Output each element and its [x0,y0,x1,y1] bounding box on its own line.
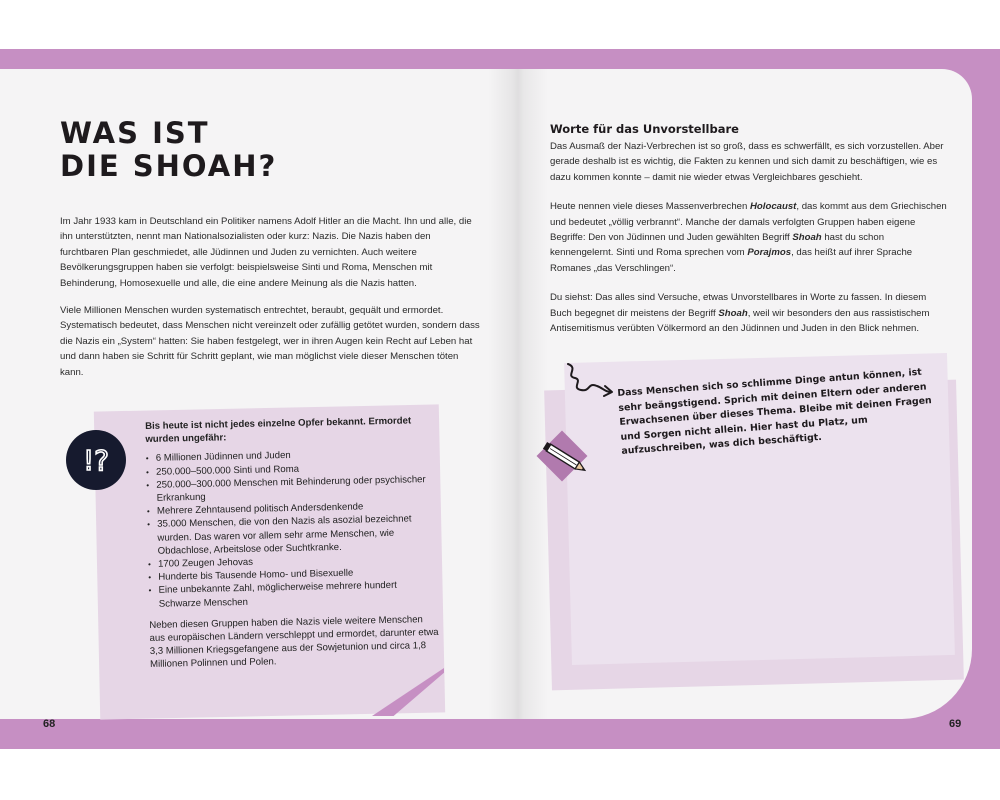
list-item: • Mehrere Zehntausend politisch Andersdenkende [147,499,437,518]
paragraph-extent: Das Ausmaß der Nazi-Verbrechen ist so groß, dass es schwerfällt, es sich vorzustellen. Aber gerade deshalb ist es wichtig, die Fakten zu kennen und sich damit zu beschäftigen, wie es dazu kommen konnte – damit nie wieder etwas Vergleichbares geschieht. [550,141,944,183]
term-holocaust: Holocaust [750,201,797,213]
term-porajmos: Porajmos [747,247,792,259]
paragraph-usage [550,290,950,336]
title-line-1: WAS IST [60,116,210,150]
list-item: • 35.000 Menschen, die von den Nazis als asozial bezeichnet wurden. Das waren vor allem sehr arme Menschen, wie Obdachlose, Arbeitslose oder Suchtkranke. [147,512,438,558]
list-item: • 250.000–500.000 Sinti und Roma [146,460,436,479]
question-exclamation-icon [66,430,126,490]
term-shoah: Shoah [792,232,822,244]
list-item: • 6 Millionen Jüdinnen und Juden [146,446,436,465]
left-body-text [60,214,480,392]
text-run: Heute nennen viele dieses Massenverbrechen [550,201,750,213]
writing-note-text: Dass Menschen sich so schlimme Dinge antun können, ist sehr beängstigend. Sprich mit deinen Eltern oder anderen Erwachsenen über dieses Thema. Bleibe mit deinen Fragen und Sorgen nicht allein. Hier hast du Platz, um aufzuschreiben, was dich beschäftigt. [617,366,933,457]
title-line-2: DIE SHOAH? [60,149,278,183]
term-shoah: Shoah [718,307,748,319]
text-run: , weil wir besonders den aus rassistischem Antisemitismus verübten Völkermord an den Jüdinnen und Juden in den Blick nehmen. [550,307,930,335]
note-lead: Bis heute ist nicht jedes einzelne Opfer bekannt. Ermordet wurden ungefähr: [145,415,412,446]
page-title [60,117,277,183]
victims-note-text [145,414,440,672]
text-run: , das kommt aus dem Griechischen und bedeutet „völlig verbrannt“. Manche der damals verfolgten Gruppen haben eigene Begriffe: Den von Jüdinnen und Juden gewählten Begriff [550,201,947,244]
text-run: Du siehst: Das alles sind Versuche, etwas Unvorstellbares in Worte zu fassen. In diesem Buch begegnet dir meistens der Begriff [550,292,927,319]
curly-arrow-icon [565,360,620,402]
book-gutter [488,69,548,719]
list-item: • Hunderte bis Tausende Homo- und Bisexuelle [148,565,438,584]
note-closing: Neben diesen Gruppen haben die Nazis viele weitere Menschen aus europäischen Ländern verschleppt und ermordet, darunter etwa 3,3 Millionen Kriegsgefangene aus der Sowjetunion und circa 1,8 Millionen Polinnen und Polen. [149,614,439,671]
svg-text:!?: !? [82,444,110,477]
section-heading: Worte für das Unvorstellbare [550,122,739,136]
paragraph-terms [550,199,950,276]
text-run: hast du schon kennengelernt. Sinti und Roma sprechen vom [550,232,885,259]
paragraph-intro: Im Jahr 1933 kam in Deutschland ein Politiker namens Adolf Hitler an die Macht. Ihn und alle, die ihn unterstützten, nennt man Nationalsozialisten oder kurz: Nazis. Die Nazis haben den furchtbaren Plan geschmiedet, alle Jüdinnen und Juden zu vernichten. Auch weitere Bevölkerungsgruppen haben sie verfolgt: beispielsweise Sinti und Roma, Menschen mit Behinderung, Homosexuelle und alle, die eine andere Meinung als die Nazis hatten. [60,216,472,289]
paragraph-systematic: Viele Millionen Menschen wurden systematisch entrechtet, beraubt, gequält und ermordet. Systematisch bedeutet, dass Menschen nicht vereinzelt oder zufällig getötet wurden, sondern dass die Nazis ein „System“ hatten: Sie haben festgelegt, wer in ihren Augen kein Recht auf Leben hat und dann haben sie Schritt für Schritt geplant, wie man möglichst viele dieser Menschen töten kann. [60,305,480,378]
page-number-left: 68 [43,718,56,730]
text-run: , das heißt auf ihrer Sprache Romanes „das Verschlingen“. [550,247,913,274]
page-number-right: 69 [949,718,962,730]
list-item: • Eine unbekannte Zahl, möglicherweise mehrere hundert Schwarze Menschen [148,578,438,610]
pencil-icon [534,428,592,486]
list-item: • 1700 Zeugen Jehovas [148,552,438,571]
victims-list [146,446,439,610]
right-body-text [550,139,950,350]
list-item: • 250.000–300.000 Menschen mit Behinderung oder psychischer Erkrankung [146,473,436,505]
